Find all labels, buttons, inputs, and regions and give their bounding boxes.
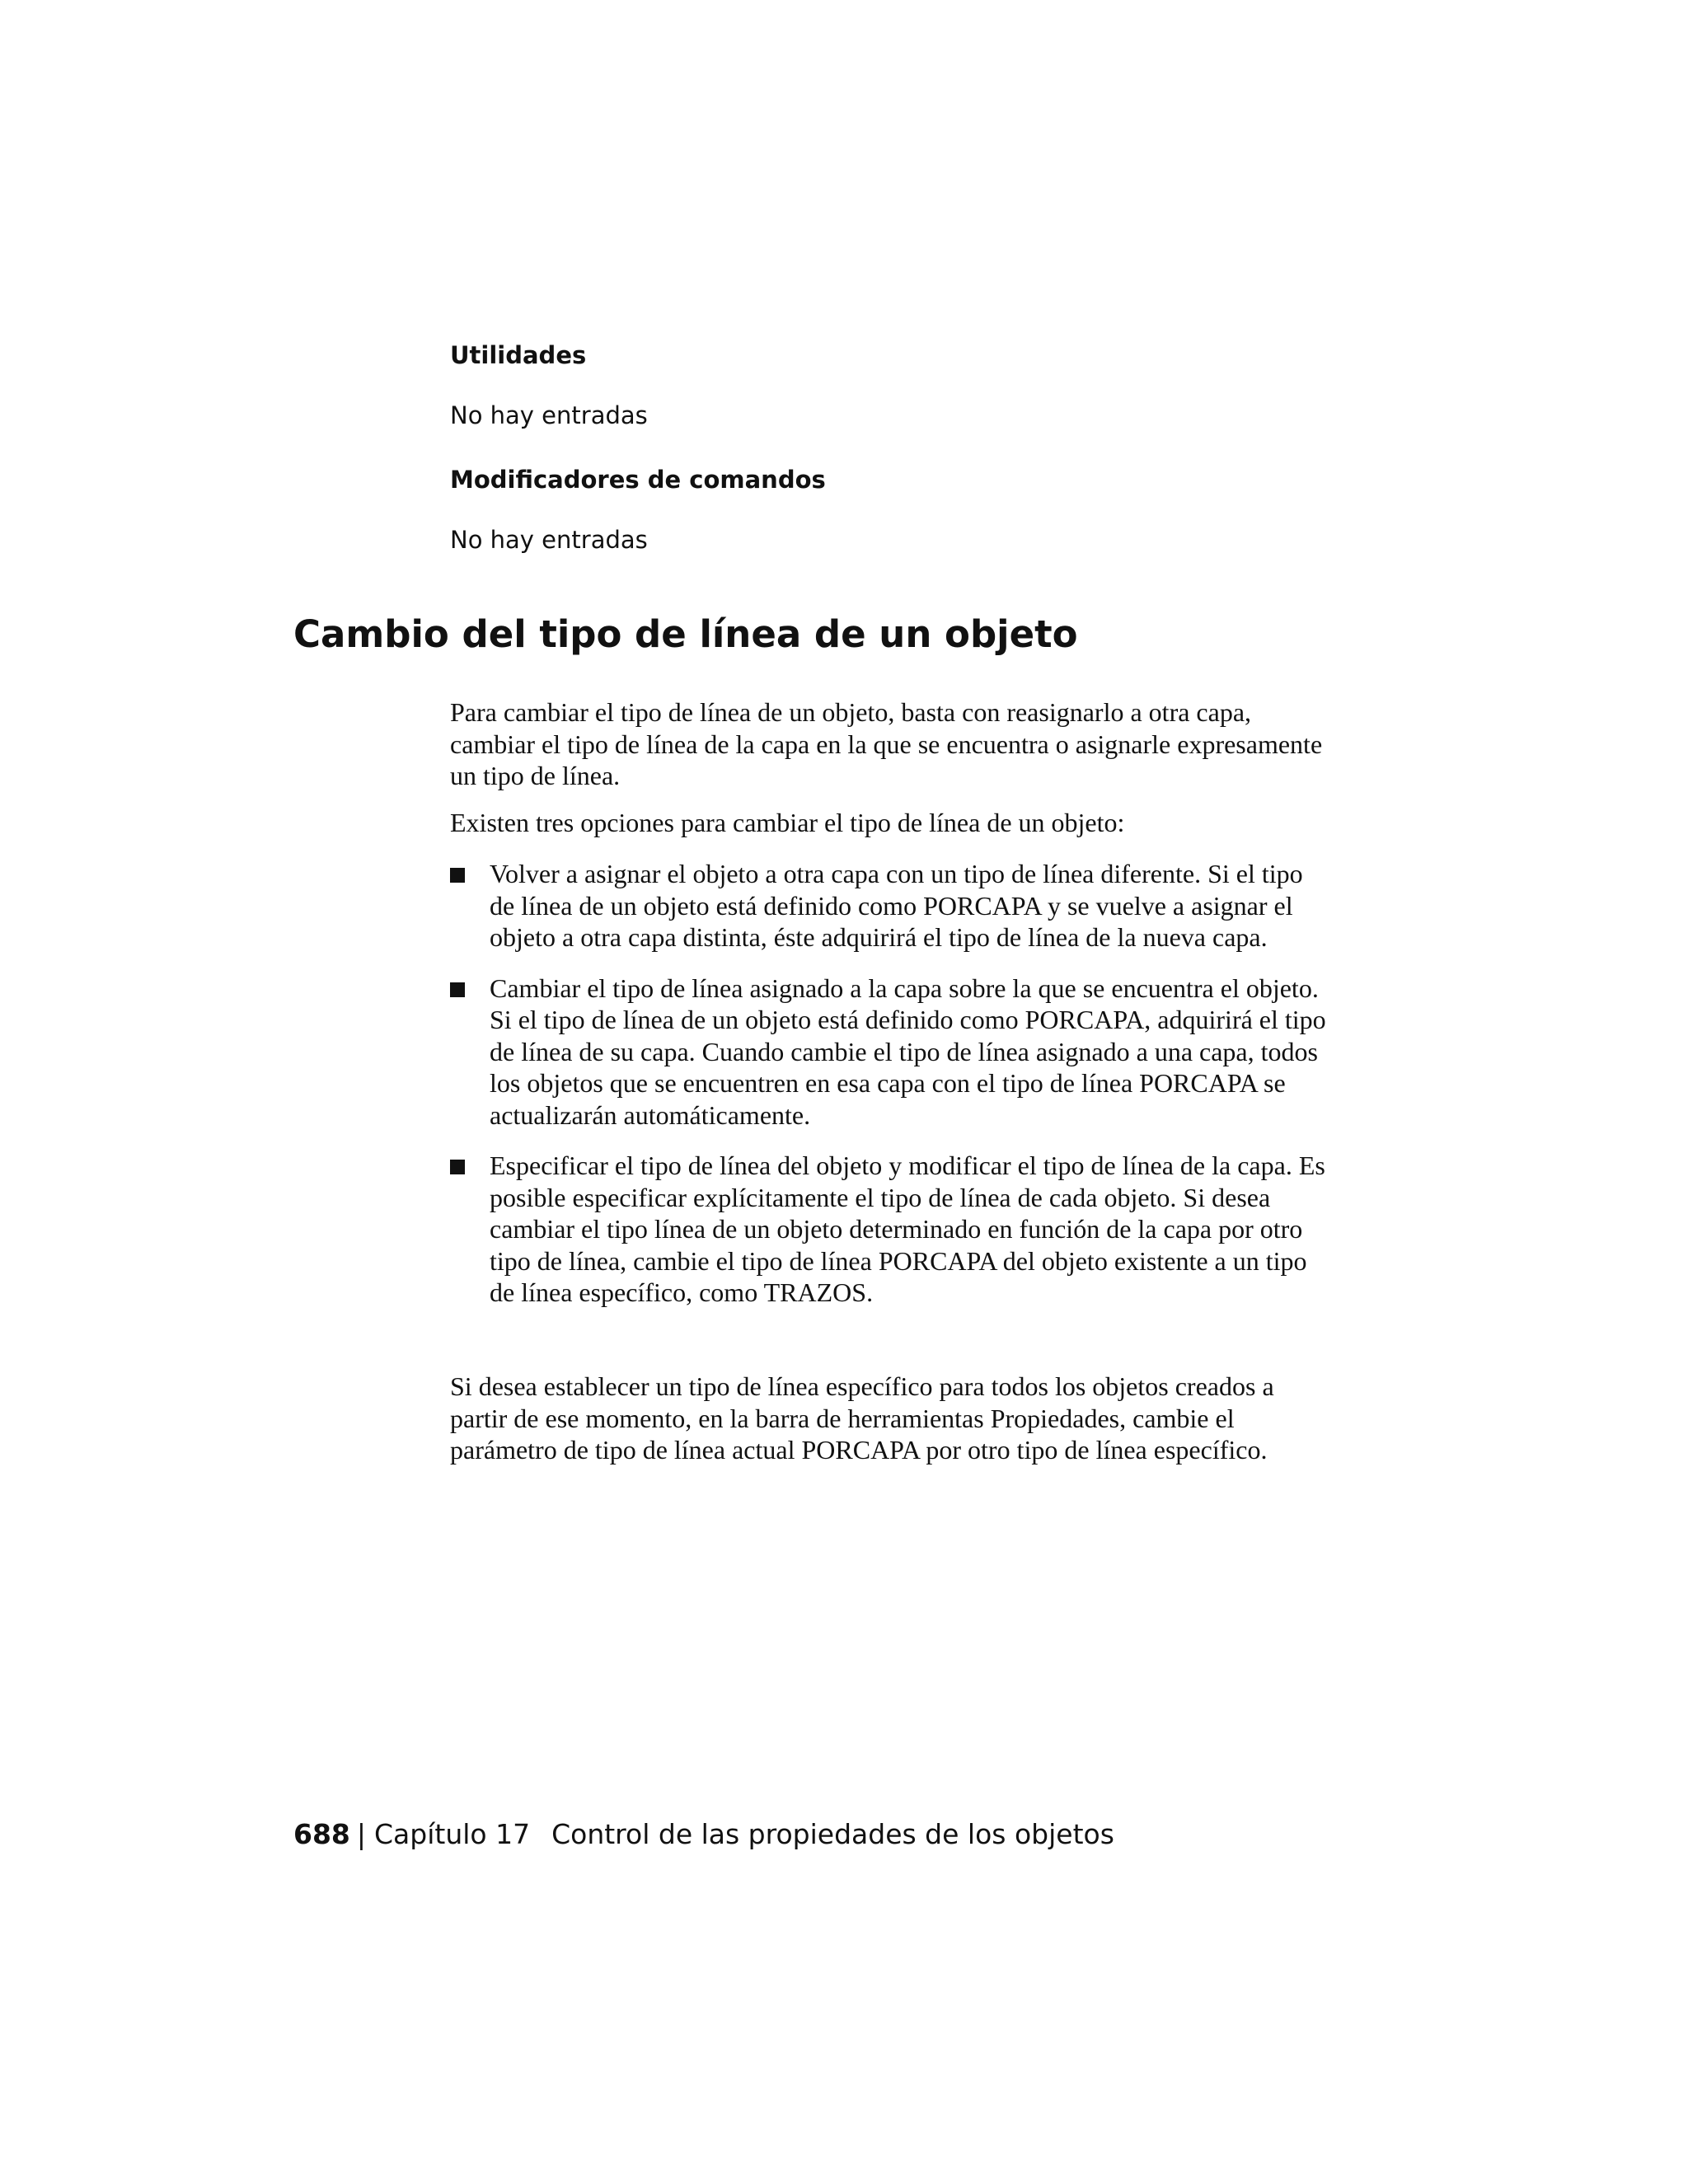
modificadores-heading: Modificadores de comandos [450,466,826,494]
option-text-1: Volver a asignar el objeto a otra capa con un tipo de línea diferente. Si el tipo de línea de un objeto está definido como PORCAPA y se vuelve a asignar el objeto a otra capa distinta, éste adquirirá el tipo de línea de la nueva capa. [490,859,1303,952]
options-lead-paragraph: Existen tres opciones para cambiar el tipo de línea de un objeto: [450,808,1125,837]
page-number: 688 [293,1818,350,1850]
utilidades-heading: Utilidades [450,341,587,369]
option-item-3 [450,1150,1332,1309]
utilidades-text: No hay entradas [450,401,648,429]
modificadores-text: No hay entradas [450,526,648,554]
square-bullet-icon [450,868,465,883]
option-item-2 [450,972,1332,1132]
square-bullet-icon [450,982,465,997]
square-bullet-icon [450,1160,465,1174]
section-title: Cambio del tipo de línea de un objeto [293,612,1078,656]
options-list [450,858,1332,1328]
chapter-label: Capítulo 17 [374,1818,531,1850]
intro-paragraph: Para cambiar el tipo de línea de un objeto, basta con reasignarlo a otra capa, cambiar el tipo de línea de la capa en la que se encuentra o asignarle expresamente un tipo de línea. [450,697,1323,790]
closing-paragraph: Si desea establecer un tipo de línea específico para todos los objetos creados a partir de ese momento, en la barra de herramientas Propiedades, cambie el parámetro de tipo de línea actual PORCAPA por otro tipo de línea específico. [450,1371,1274,1465]
option-text-3: Especificar el tipo de línea del objeto y modificar el tipo de línea de la capa. Es posible especificar explícitamente el tipo de línea de cada objeto. Si desea cambiar el tipo línea de un objeto determinado en función de la capa por otro tipo de línea, cambie el tipo de línea PORCAPA del objeto existente a un tipo de línea específico, como TRAZOS. [490,1151,1325,1307]
option-text-2: Cambiar el tipo de línea asignado a la capa sobre la que se encuentra el objeto. Si el tipo de línea de un objeto está definido como PORCAPA, adquirirá el tipo de línea de su capa. Cuando cambie el tipo de línea asignado a una capa, todos los objetos que se encuentren en esa capa con el tipo de línea PORCAPA se actualizarán automáticamente. [490,972,1326,1130]
option-item-1 [450,858,1332,954]
page-footer [293,1816,1114,1853]
chapter-title: Control de las propiedades de los objetos [551,1818,1114,1850]
footer-separator: | [356,1818,367,1850]
